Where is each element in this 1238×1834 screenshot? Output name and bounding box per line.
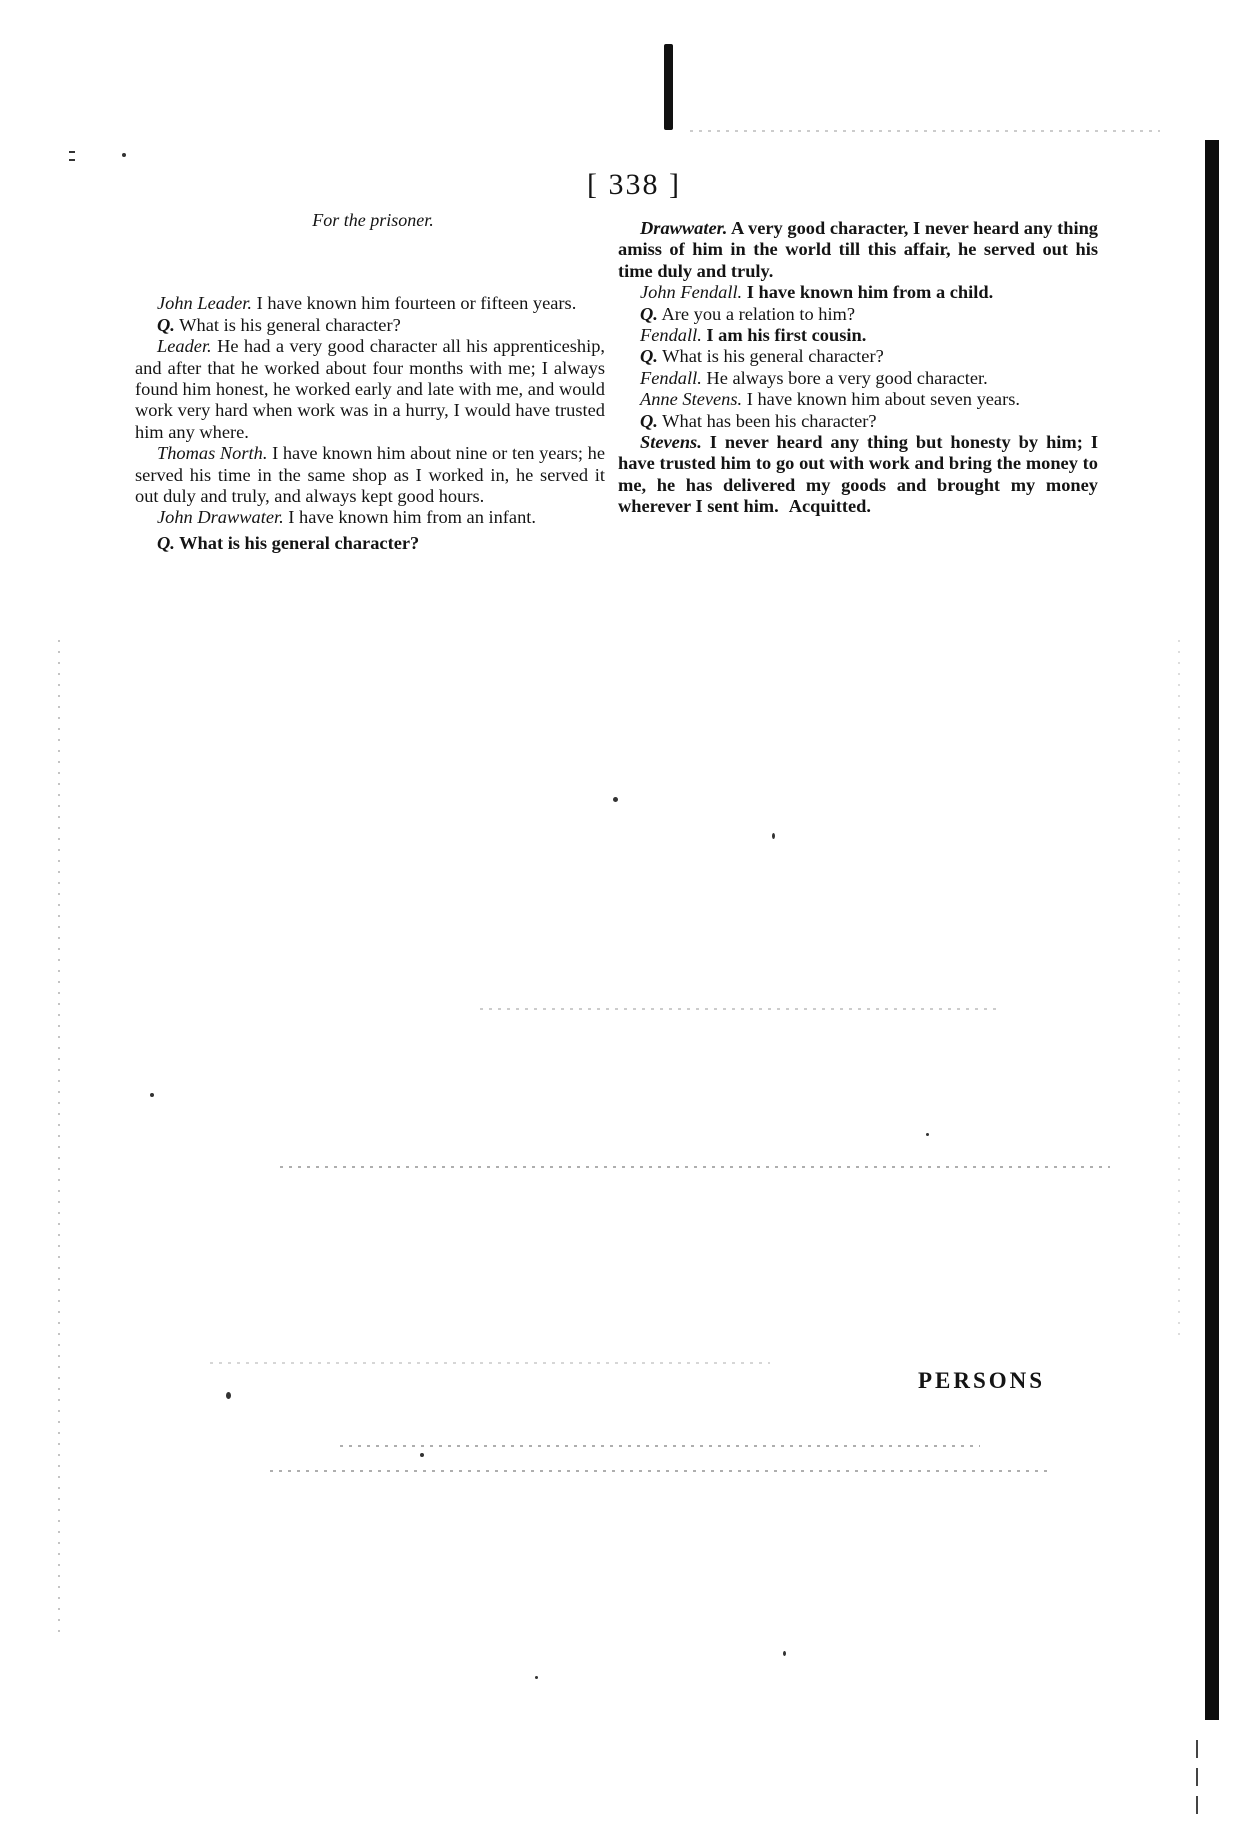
question-marker: Q. [157,314,175,335]
question-paragraph [618,411,1098,432]
question-text: What is his general character? [657,346,884,367]
question-marker: Q. [640,346,658,367]
speaker-name: John Fendall. [640,282,743,303]
testimony-paragraph [135,507,605,528]
scan-noise [340,1445,980,1447]
testimony-text: I have known him fourteen or fifteen years. [252,293,577,314]
testimony-paragraph [618,325,1098,346]
scan-noise [58,640,60,1640]
testimony-text: I have known him about seven years. [742,389,1020,410]
scan-speck [926,1133,929,1136]
testimony-paragraph [618,432,1098,518]
section-heading: For the prisoner. [312,210,434,230]
scan-speck [122,153,126,157]
testimony-text: A very good character, I never heard any thing amiss of him in the world till this affair, he served out his time duly and truly. [618,218,1098,281]
scan-speck [420,1453,424,1457]
testimony-paragraph [135,293,605,314]
scan-edge-tick [1196,1796,1198,1814]
speaker-name: Drawwater. [640,218,728,238]
testimony-text: I have known him from a child. [742,282,994,303]
question-text: Are you a relation to him? [657,303,856,324]
verdict: Acquitted. [788,496,871,517]
left-column [135,210,605,554]
speaker-name: John Leader. [157,293,253,314]
scan-speck [783,1651,786,1656]
scan-speck [613,797,618,802]
scan-edge-tick [1196,1740,1198,1758]
question-paragraph [135,533,605,554]
speaker-name: Thomas North. [157,443,268,464]
scan-noise [480,1008,1000,1010]
question-paragraph [618,346,1098,367]
right-column [618,218,1098,518]
catchword: PERSONS [918,1368,1046,1393]
scan-speck [226,1392,231,1399]
testimony-text: He had a very good character all his apprenticeship, and after that he worked about four months with me; I always found him honest, he worked early and late with me, and would work very hard when work was in a hurry, I would have trusted him any where. [135,336,605,442]
scan-noise [210,1362,770,1364]
testimony-paragraph [135,443,605,507]
question-marker: Q. [157,532,175,553]
testimony-paragraph [618,389,1098,410]
scan-noise [690,130,1160,132]
speaker-name: Leader. [157,336,212,357]
question-marker: Q. [640,303,658,324]
speaker-name: Anne Stevens. [640,389,743,410]
scan-noise [280,1166,1110,1168]
speaker-name: Stevens. [640,432,702,453]
question-paragraph [618,304,1098,325]
scan-noise [1178,640,1180,1340]
scan-speck [69,151,75,153]
question-marker: Q. [640,410,658,431]
scan-edge-shadow [1205,140,1219,1720]
question-paragraph [135,315,605,336]
testimony-text: I never heard any thing but honesty by him; I have trusted him to go out with work and bring the money to me, he has delivered my goods and brought my money wherever I sent him. [618,432,1098,517]
scan-speck [772,833,775,839]
testimony-text: He always bore a very good character. [701,367,988,388]
page-number: [ 338 ] [587,168,681,201]
testimony-paragraph [618,282,1098,303]
testimony-text: I have known him about nine or ten years; he served his time in the same shop as I worked in, he served it out duly and truly, and always kept good hours. [135,443,605,507]
speaker-name: John Drawwater. [157,507,284,528]
scan-speck [535,1676,538,1679]
question-text: What is his general character? [174,532,420,553]
testimony-paragraph [135,336,605,443]
testimony-paragraph [618,368,1098,389]
speaker-name: Fendall. [640,325,702,346]
scan-artifact-rule [664,44,673,130]
testimony-paragraph [618,218,1098,282]
scan-speck [150,1093,154,1097]
scan-noise [270,1470,1050,1472]
scan-edge-tick [1196,1768,1198,1786]
question-text: What has been his character? [657,410,877,431]
speaker-name: Fendall. [640,367,702,388]
testimony-text: I am his first cousin. [701,325,867,346]
testimony-text: I have known him from an infant. [283,507,536,528]
scan-speck [69,159,75,161]
question-text: What is his general character? [174,314,401,335]
